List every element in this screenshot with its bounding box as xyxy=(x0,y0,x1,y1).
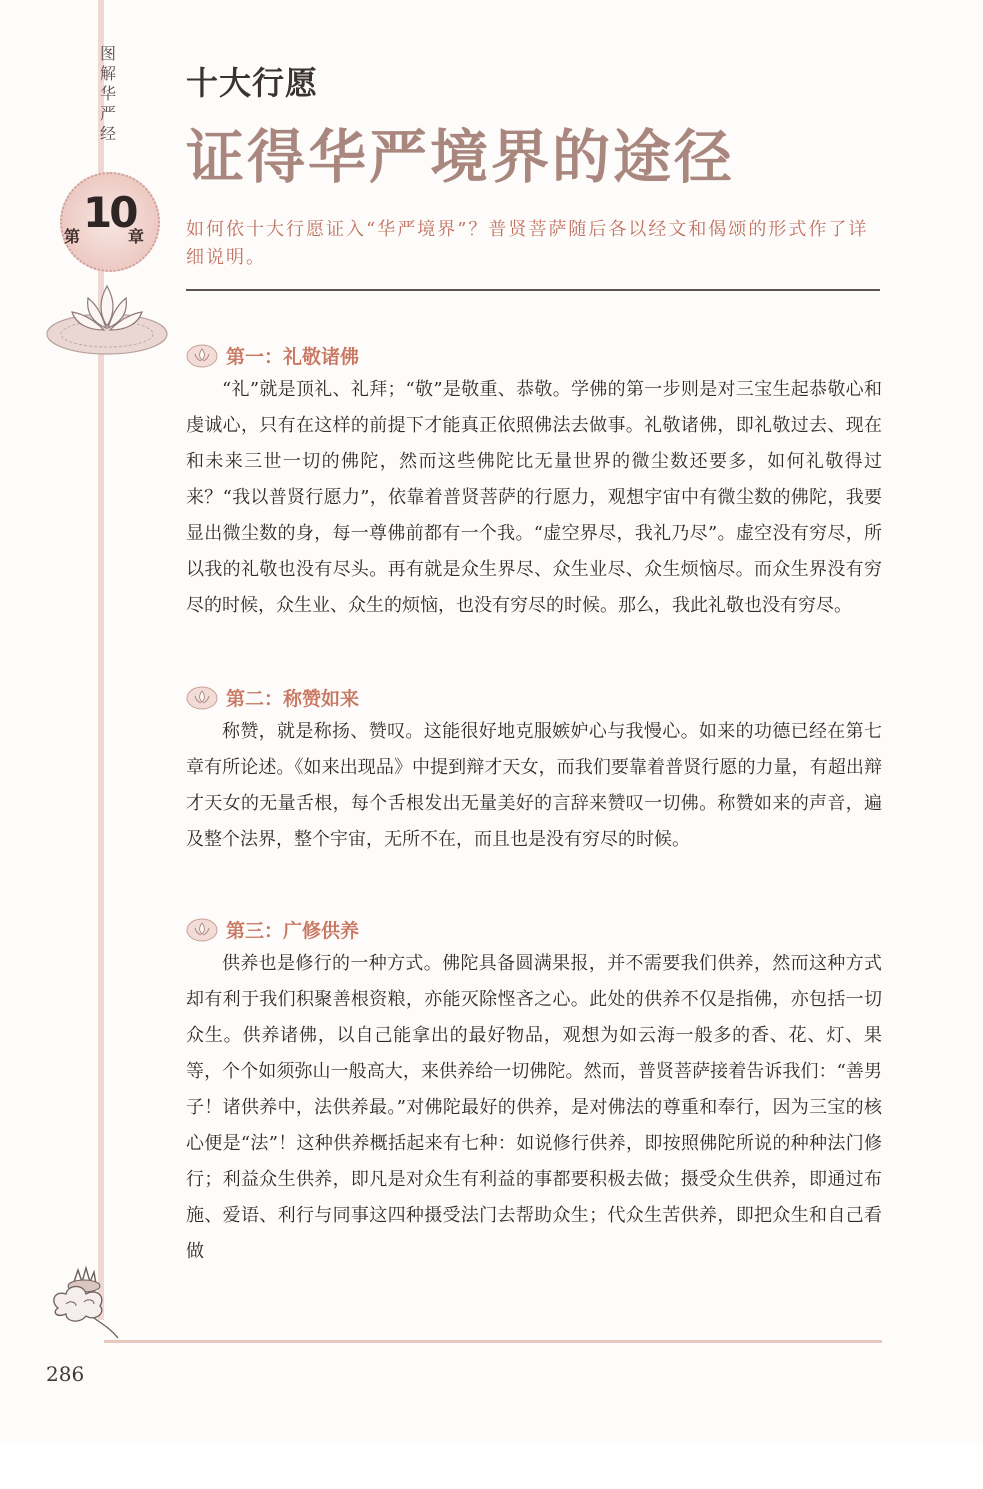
page-margin xyxy=(0,1443,983,1489)
section-body-1: “礼”就是顶礼、礼拜；“敬”是敬重、恭敬。学佛的第一步则是对三宝生起恭敬心和虔诚心，只有在这样的前提下才能真正依照佛法去做事。礼敬诸佛，即礼敬过去、现在和未来三世一切的佛陀，然而这些佛陀比无量世界的微尘数还要多，如何礼敬得过来？“我以普贤行愿力”，依靠着普贤菩萨的行愿力，观想宇宙中有微尘数的佛陀，我要显出微尘数的身，每一尊佛前都有一个我。“虚空界尽，我礼乃尽”。虚空没有穷尽，所以我的礼敬也没有尽头。再有就是众生界尽、众生业尽、众生烦恼尽。而众生界没有穷尽的时候，众生业、众生的烦恼，也没有穷尽的时候。那么，我此礼敬也没有穷尽。 xyxy=(186,379,882,616)
section-title: 第三：广修供养 xyxy=(226,920,360,942)
book-title-vertical: 图 解 华 严 经 xyxy=(99,44,116,143)
page-title: 证得华严境界的途径 xyxy=(186,123,736,191)
chapter-number: 10 xyxy=(83,188,136,237)
footer-divider xyxy=(104,1340,882,1343)
chapter-suffix: 章 xyxy=(128,227,145,246)
lotus-bullet-icon xyxy=(186,344,218,368)
intro-divider xyxy=(186,289,880,291)
lotus-bullet-icon xyxy=(186,918,218,942)
chapter-subtitle: 十大行愿 xyxy=(186,64,319,102)
intro-text: 如何依十大行愿证入“华严境界”？普贤菩萨随后各以经文和偈颂的形式作了详细说明。 xyxy=(186,219,869,268)
section-title: 第二：称赞如来 xyxy=(226,688,360,710)
section-body-2: 称赞，就是称扬、赞叹。这能很好地克服嫉妒心与我慢心。如来的功德已经在第七章有所论述。《如来出现品》中提到辩才天女，而我们要靠着普贤行愿的力量，有超出辩才天女的无量舌根，每个舌根发出无量美好的言辞来赞叹一切佛。称赞如来的声音，遍及整个法界，整个宇宙，无所不在，而且也是没有穷尽的时候。 xyxy=(186,721,882,850)
lotus-icon xyxy=(44,268,170,358)
section-body-3: 供养也是修行的一种方式。佛陀具备圆满果报，并不需要我们供养，然而这种方式却有利于我们积聚善根资粮，亦能灭除悭吝之心。此处的供养不仅是指佛，亦包括一切众生。供养诸佛，以自己能拿出的最好物品，观想为如云海一般多的香、花、灯、果等，个个如须弥山一般高大，来供养给一切佛陀。然而，普贤菩萨接着告诉我们：“善男子！诸供养中，法供养最。”对佛陀最好的供养，是对佛法的尊重和奉行，因为三宝的核心便是“法”！这种供养概括起来有七种：如说修行供养，即按照佛陀所说的种种法门修行；利益众生供养，即凡是对众生有利益的事都要积极去做；摄受众生供养，即通过布施、爱语、利行与同事这四种摄受法门去帮助众生；代众生苦供养，即把众生和自己看做 xyxy=(186,953,882,1262)
cloud-ornament-icon xyxy=(44,1262,124,1342)
lotus-bullet-icon xyxy=(186,686,218,710)
section-title: 第一：礼敬诸佛 xyxy=(226,346,360,368)
page-number: 286 xyxy=(46,1362,85,1386)
chapter-prefix: 第 xyxy=(64,227,81,246)
